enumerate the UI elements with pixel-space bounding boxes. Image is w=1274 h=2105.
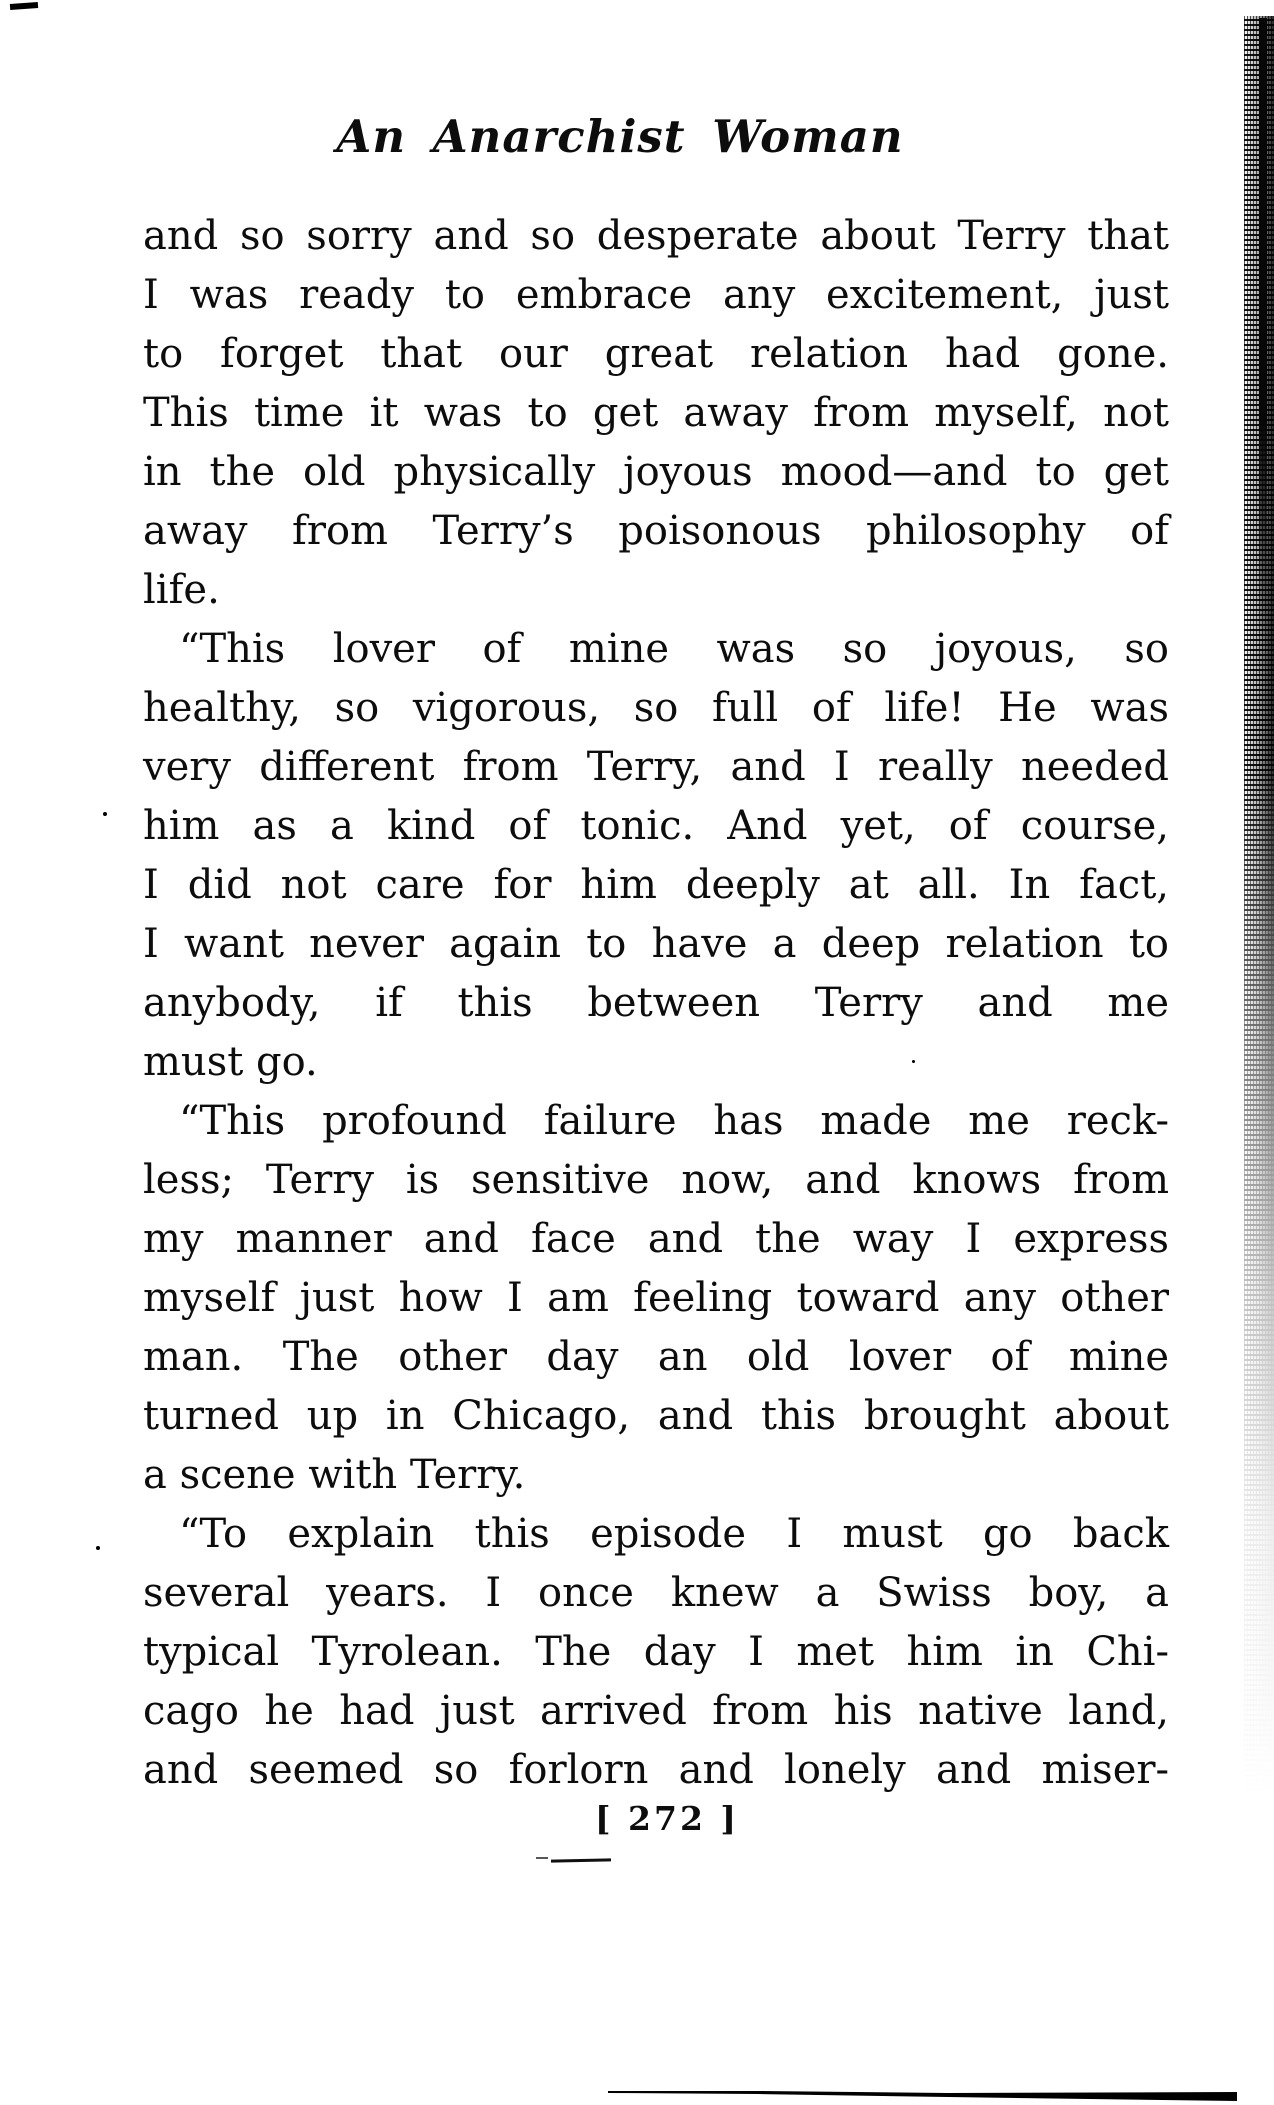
text-line: in the old physically joyous mood—and to get (143, 449, 1169, 495)
scan-speck (536, 1857, 548, 1859)
text-line: “To explain this episode I must go back (179, 1511, 1169, 1557)
text-line: him as a kind of tonic. And yet, of course, (143, 803, 1169, 849)
text-line: I was ready to embrace any excitement, just (143, 272, 1169, 318)
text-line: I did not care for him deeply at all. In fact, (143, 862, 1169, 908)
text-line: and so sorry and so desperate about Terry that (143, 213, 1169, 259)
text-line: I want never again to have a deep relation to (143, 921, 1169, 967)
text-line: “This lover of mine was so joyous, so (179, 626, 1169, 672)
text-line: away from Terry’s poisonous philosophy of (143, 508, 1169, 554)
body-text (143, 207, 1169, 1800)
page-number: [ 272 ] (594, 1799, 740, 1838)
scan-speck (96, 1546, 100, 1550)
text-line: turned up in Chicago, and this brought about (143, 1393, 1169, 1439)
scan-underscore-mark (551, 1858, 611, 1862)
text-line: life. (143, 567, 220, 613)
text-line: very different from Terry, and I really needed (143, 744, 1169, 790)
scan-gutter-shadow-core (1259, 18, 1267, 638)
text-line: a scene with Terry. (143, 1452, 526, 1498)
text-line: my manner and face and the way I express (143, 1216, 1169, 1262)
scan-speck (103, 812, 107, 816)
text-line: This time it was to get away from myself, not (143, 390, 1169, 436)
text-line: typical Tyrolean. The day I met him in Chi- (143, 1629, 1169, 1675)
text-line: to forget that our great relation had gone. (143, 331, 1169, 377)
running-title: An Anarchist Woman (336, 110, 904, 163)
scan-edge-bar (608, 2085, 1240, 2105)
text-line: myself just how I am feeling toward any other (143, 1275, 1169, 1321)
text-line: man. The other day an old lover of mine (143, 1334, 1169, 1380)
text-line: several years. I once knew a Swiss boy, a (143, 1570, 1169, 1616)
text-line: anybody, if this between Terry and me (143, 980, 1169, 1026)
text-line: and seemed so forlorn and lonely and miser- (143, 1747, 1169, 1793)
text-line: healthy, so vigorous, so full of life! He was (143, 685, 1169, 731)
text-line: must go. (143, 1039, 318, 1085)
text-line: “This profound failure has made me reck- (179, 1098, 1169, 1144)
text-line: less; Terry is sensitive now, and knows from (143, 1157, 1169, 1203)
scan-speck (10, 2, 38, 10)
text-line: cago he had just arrived from his native land, (143, 1688, 1169, 1734)
scan-speck (912, 1060, 915, 1063)
